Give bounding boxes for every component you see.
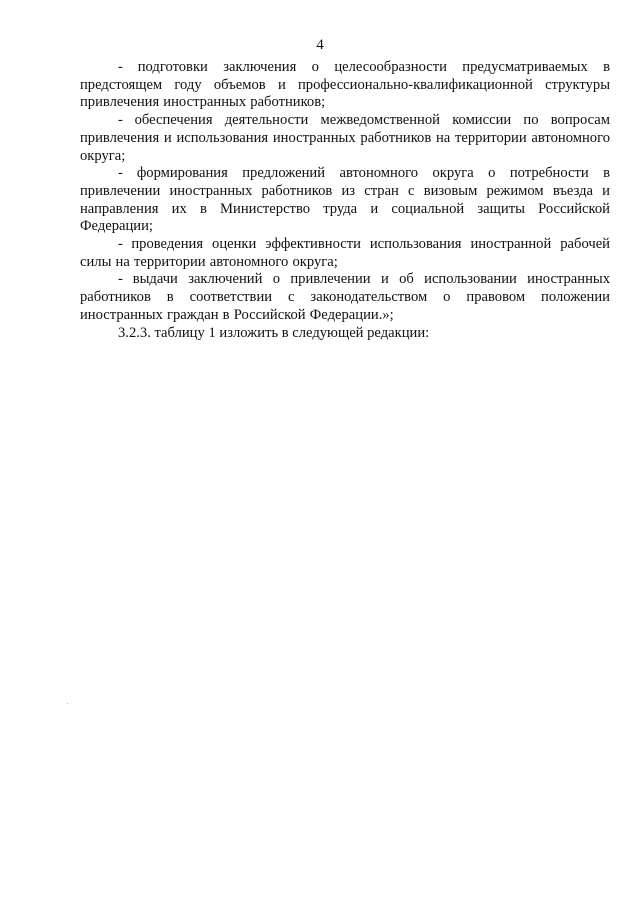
list-item-text: обеспечения деятельности межведомственной комиссии по вопросам привлечения и использования иностранных работников на территории автономного округа; bbox=[80, 112, 610, 164]
list-item bbox=[80, 112, 610, 165]
list-item-text: проведения оценки эффективности использования иностранной рабочей силы на территории автономного округа; bbox=[80, 236, 610, 270]
clause-number: 3.2.3. bbox=[118, 324, 151, 341]
list-item-text: выдачи заключений о привлечении и об использовании иностранных работников в соответствии с законодательством о правовом положении иностранных граждан в Российской Федерации.»; bbox=[80, 271, 610, 323]
list-item-marker: - bbox=[118, 236, 123, 253]
list-item-marker: - bbox=[118, 165, 123, 182]
list-item-marker: - bbox=[118, 59, 123, 75]
list-item-text: подготовки заключения о целесообразности предусматриваемых в предстоящем году объемов и профессионально-квалификационной структуры привлечения иностранных работников; bbox=[80, 59, 610, 111]
document-body bbox=[80, 59, 610, 342]
list-item bbox=[80, 59, 610, 112]
list-item bbox=[80, 165, 610, 236]
clause-text: таблицу 1 изложить в следующей редакции: bbox=[154, 324, 430, 341]
list-item bbox=[80, 271, 610, 324]
list-item-marker: - bbox=[118, 112, 123, 129]
list-item bbox=[80, 236, 610, 271]
list-item-marker: - bbox=[118, 271, 123, 288]
list-item-text: формирования предложений автономного округа о потребности в привлечении иностранных работников из стран с визовым режимом въезда и направления их в Министерство труда и социальной защиты Российской Федерации; bbox=[80, 165, 610, 235]
clause-paragraph bbox=[80, 325, 610, 343]
page-number: 4 bbox=[316, 37, 324, 53]
scan-speck bbox=[67, 703, 68, 704]
